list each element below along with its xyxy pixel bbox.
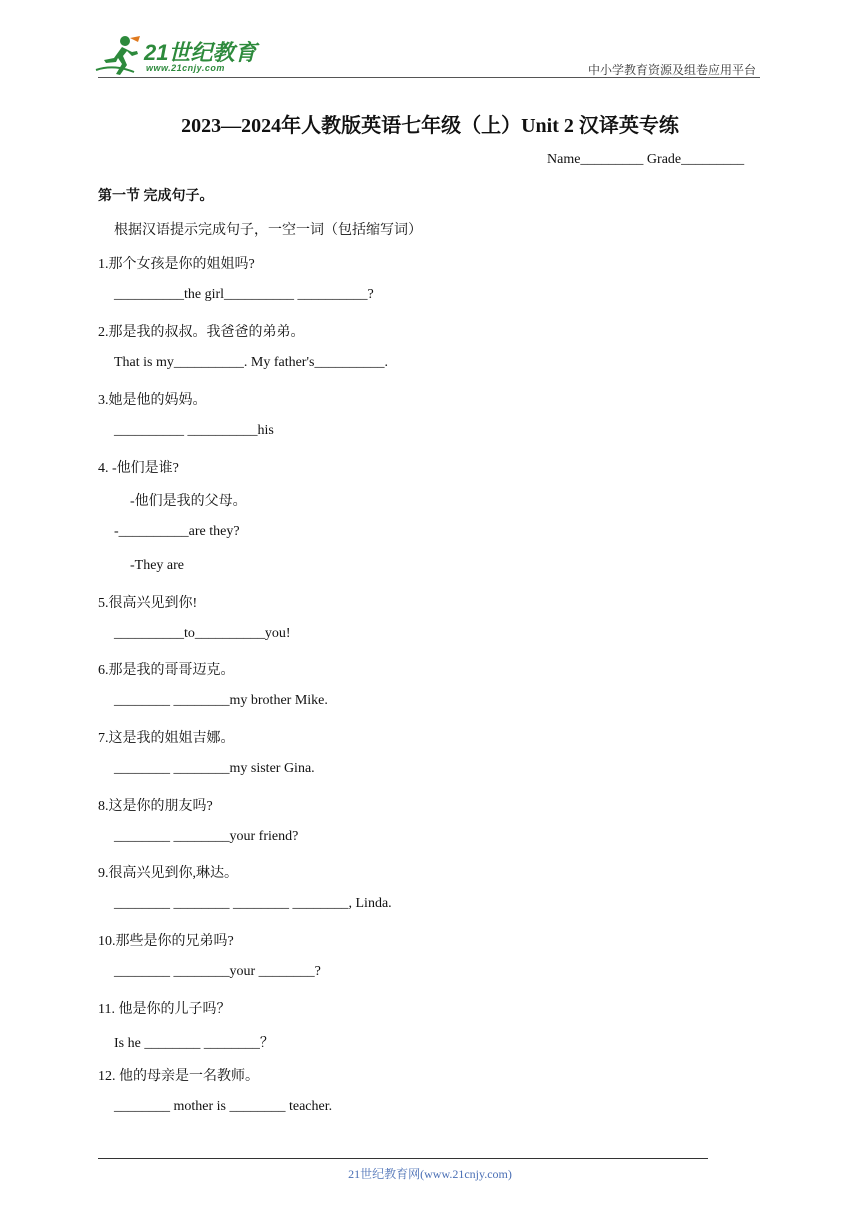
question-prompt: 3.她是他的妈妈。 xyxy=(98,393,207,408)
logo-text: 21世纪教育 xyxy=(144,40,257,65)
question-prompt: 9.很高兴见到你,琳达。 xyxy=(98,866,238,881)
question-answer-line: ________ ________my brother Mike. xyxy=(114,693,328,708)
runner-logo-icon xyxy=(94,34,142,76)
question-answer-line: Is he ________ ________？ xyxy=(114,1036,274,1051)
question-answer-line: ________ ________my sister Gina. xyxy=(114,761,315,776)
site-logo xyxy=(94,34,259,76)
footer-divider xyxy=(98,1158,708,1159)
question-answer-line: ________ ________ ________ ________, Linda. xyxy=(114,896,392,911)
question-answer-line: ________ mother is ________ teacher. xyxy=(114,1099,333,1114)
question-prompt: 1.那个女孩是你的姐姐吗? xyxy=(98,257,255,272)
question-prompt: 7.这是我的姐姐吉娜。 xyxy=(98,731,235,746)
question-prompt: 2.那是我的叔叔。我爸爸的弟弟。 xyxy=(98,325,305,340)
question-prompt: 8.这是你的朋友吗? xyxy=(98,799,213,814)
question-sub-line: -他们是我的父母。 xyxy=(130,494,247,509)
question-answer-line: That is my__________. My father's__________. xyxy=(114,355,388,370)
question-answer-line: ________ ________your ________? xyxy=(114,964,321,979)
question-prompt: 4. -他们是谁? xyxy=(98,461,179,476)
header-platform-text: 中小学教育资源及组卷应用平台 xyxy=(587,63,756,77)
question-prompt: 12. 他的母亲是一名教师。 xyxy=(98,1069,259,1084)
logo-url: www.21cnjy.com xyxy=(146,63,225,73)
question-prompt: 5.很高兴见到你! xyxy=(98,596,198,611)
question-prompt: 6.那是我的哥哥迈克。 xyxy=(98,663,235,678)
name-grade-field: Name_________ Grade_________ xyxy=(547,152,745,167)
question-answer-line: __________the girl__________ __________? xyxy=(114,287,374,302)
question-prompt: 11. 他是你的儿子吗？ xyxy=(98,1002,231,1017)
header-divider xyxy=(98,77,760,78)
question-answer-line: -__________are they? xyxy=(114,524,240,539)
question-answer-line: __________to__________you! xyxy=(114,626,291,641)
question-answer-line: ________ ________your friend? xyxy=(114,829,299,844)
section-heading: 第一节 完成句子。 xyxy=(98,189,214,204)
question-sub-line: -They are xyxy=(130,558,185,573)
footer-link[interactable]: 21世纪教育网(www.21cnjy.com) xyxy=(348,1167,512,1181)
page-title: 2023—2024年人教版英语七年级（上）Unit 2 汉译英专练 xyxy=(181,115,679,137)
question-prompt: 10.那些是你的兄弟吗? xyxy=(98,934,234,949)
question-answer-line: __________ __________his xyxy=(114,423,274,438)
section-instruction: 根据汉语提示完成句子，一空一词（包括缩写词） xyxy=(114,223,422,238)
